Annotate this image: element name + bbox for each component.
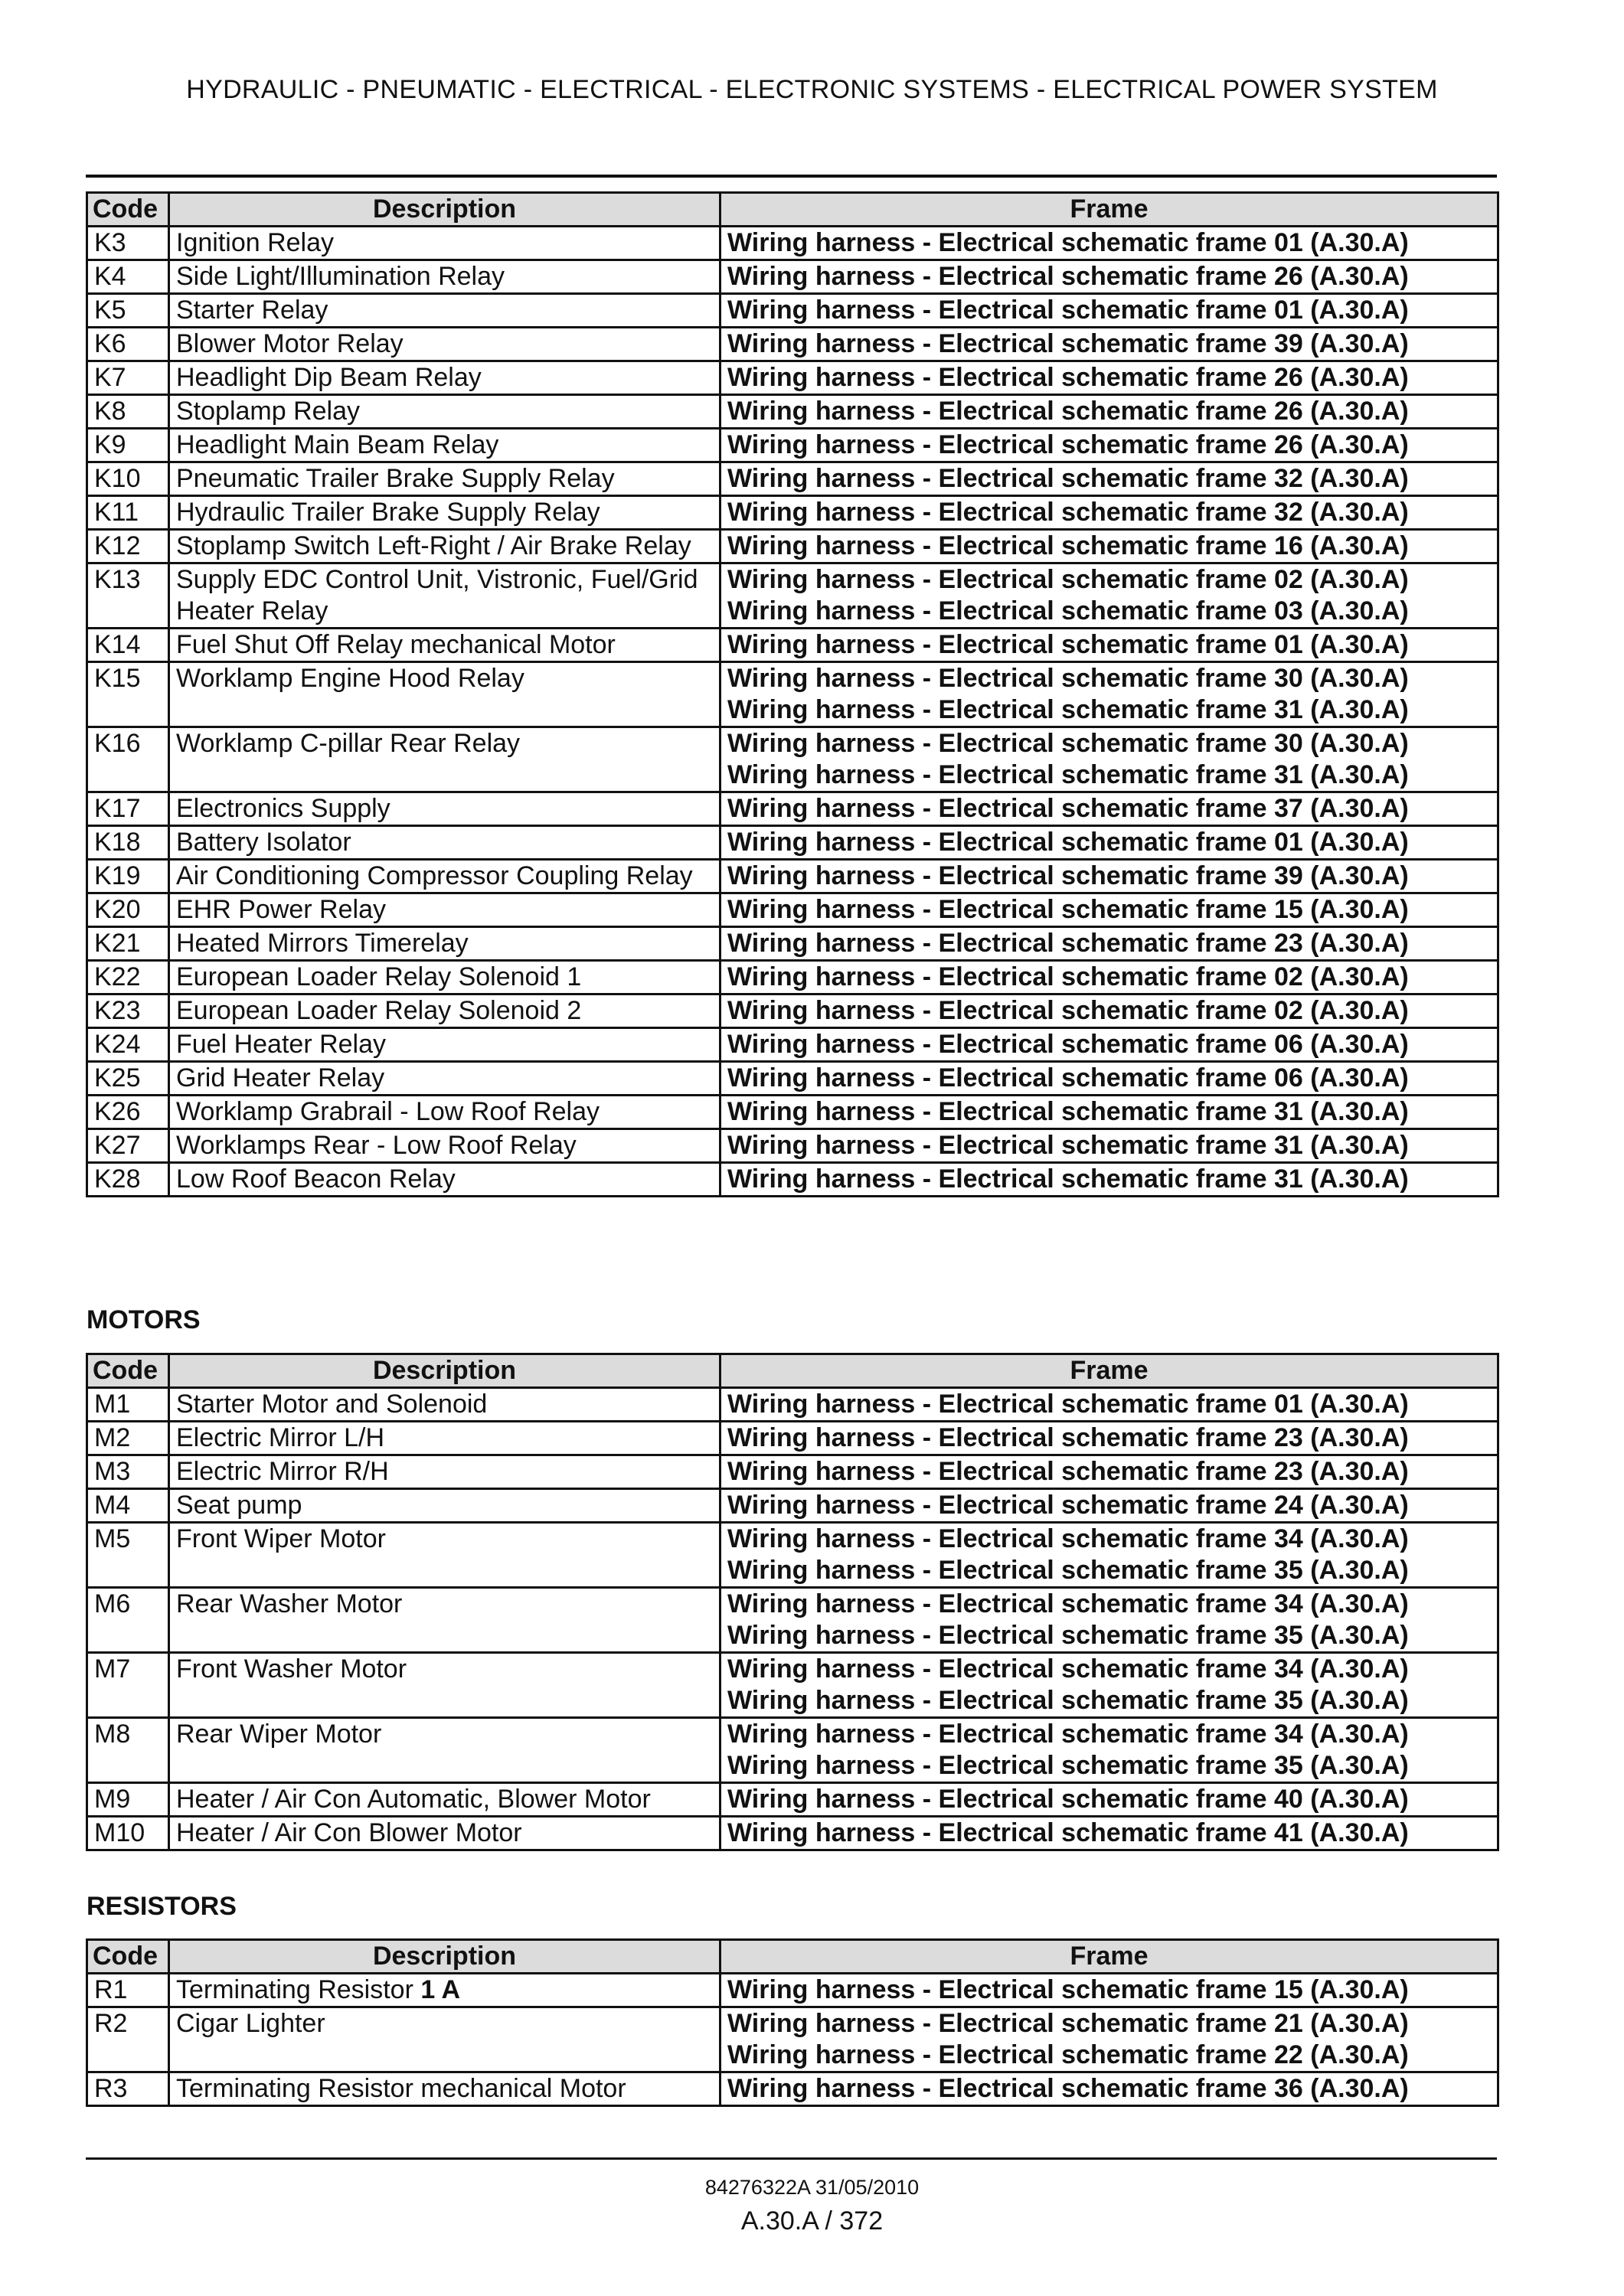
frame-column-header: Frame — [721, 1354, 1498, 1388]
code-cell: K5 — [87, 294, 169, 328]
description-cell — [169, 1455, 721, 1489]
table-row — [87, 961, 1498, 994]
frame-cell — [721, 260, 1498, 294]
description-text: Electric Mirror R/H — [176, 1457, 389, 1486]
table-row — [87, 727, 1498, 792]
frame-reference: Wiring harness - Electrical schematic frame 31 (A.30.A) — [727, 1164, 1409, 1194]
table-row — [87, 927, 1498, 961]
description-cell — [169, 1588, 721, 1653]
table-row — [87, 1028, 1498, 1062]
description-cell — [169, 227, 721, 260]
code-cell: M2 — [87, 1422, 169, 1455]
table-row — [87, 294, 1498, 328]
frame-cell — [721, 462, 1498, 496]
code-cell: M4 — [87, 1489, 169, 1523]
frame-reference: Wiring harness - Electrical schematic frame 02 (A.30.A) — [727, 962, 1409, 991]
code-cell: K7 — [87, 361, 169, 395]
description-cell — [169, 792, 721, 826]
description-cell — [169, 629, 721, 662]
frame-cell — [721, 294, 1498, 328]
frame-cell — [721, 227, 1498, 260]
description-cell — [169, 893, 721, 927]
table-row — [87, 1817, 1498, 1850]
table-row — [87, 395, 1498, 429]
frame-reference: Wiring harness - Electrical schematic frame 01 (A.30.A) — [727, 228, 1409, 257]
code-cell: K16 — [87, 727, 169, 792]
table-row — [87, 1974, 1498, 2007]
description-text: Ignition Relay — [176, 228, 335, 257]
code-column-header: Code — [87, 193, 169, 227]
code-cell: M6 — [87, 1588, 169, 1653]
description-cell — [169, 2072, 721, 2106]
table-row — [87, 1455, 1498, 1489]
description-cell — [169, 927, 721, 961]
frame-cell — [721, 1422, 1498, 1455]
description-cell — [169, 826, 721, 860]
description-text: Starter Motor and Solenoid — [176, 1390, 488, 1419]
code-column-header: Code — [87, 1354, 169, 1388]
code-column-header: Code — [87, 1940, 169, 1974]
table-row — [87, 860, 1498, 893]
description-cell — [169, 563, 721, 629]
description-text: Fuel Heater Relay — [176, 1030, 387, 1059]
code-cell: K28 — [87, 1163, 169, 1197]
table-header-row — [87, 193, 1498, 227]
description-text: Grid Heater Relay — [176, 1063, 385, 1092]
table-row — [87, 2072, 1498, 2106]
frame-reference: Wiring harness - Electrical schematic frame 21 (A.30.A) — [727, 2009, 1409, 2038]
description-text: Starter Relay — [176, 296, 328, 325]
code-cell: M10 — [87, 1817, 169, 1850]
table-row — [87, 462, 1498, 496]
frame-reference: Wiring harness - Electrical schematic frame 01 (A.30.A) — [727, 630, 1409, 659]
code-cell: K14 — [87, 629, 169, 662]
code-cell: K26 — [87, 1096, 169, 1129]
frame-reference: Wiring harness - Electrical schematic frame 31 (A.30.A) — [727, 760, 1409, 789]
description-text: Terminating Resistor mechanical Motor — [176, 2074, 626, 2103]
document-id: 84276322A 31/05/2010 — [704, 2176, 920, 2199]
code-cell: K27 — [87, 1129, 169, 1163]
code-cell: K25 — [87, 1062, 169, 1096]
table-row — [87, 1718, 1498, 1783]
frame-cell — [721, 429, 1498, 462]
frame-cell — [721, 994, 1498, 1028]
frame-reference: Wiring harness - Electrical schematic frame 16 (A.30.A) — [727, 531, 1409, 560]
frame-cell — [721, 1096, 1498, 1129]
frame-reference: Wiring harness - Electrical schematic frame 34 (A.30.A) — [727, 1654, 1409, 1684]
frame-reference: Wiring harness - Electrical schematic frame 15 (A.30.A) — [727, 1975, 1409, 2004]
table-row — [87, 893, 1498, 927]
description-cell — [169, 395, 721, 429]
description-cell — [169, 260, 721, 294]
frame-reference: Wiring harness - Electrical schematic frame 26 (A.30.A) — [727, 363, 1409, 392]
description-cell — [169, 1129, 721, 1163]
description-cell — [169, 2007, 721, 2072]
description-cell — [169, 961, 721, 994]
frame-reference: Wiring harness - Electrical schematic frame 34 (A.30.A) — [727, 1524, 1409, 1553]
frame-reference: Wiring harness - Electrical schematic frame 26 (A.30.A) — [727, 397, 1409, 426]
code-cell: K17 — [87, 792, 169, 826]
frame-reference: Wiring harness - Electrical schematic frame 30 (A.30.A) — [727, 729, 1409, 758]
frame-cell — [721, 1163, 1498, 1197]
frame-reference: Wiring harness - Electrical schematic frame 30 (A.30.A) — [727, 664, 1409, 693]
description-text: Rear Washer Motor — [176, 1589, 403, 1618]
resistors-section-title: RESISTORS — [87, 1892, 237, 1921]
table-row — [87, 1163, 1498, 1197]
frame-cell — [721, 563, 1498, 629]
table-row — [87, 563, 1498, 629]
code-cell: K6 — [87, 328, 169, 361]
table-row — [87, 1422, 1498, 1455]
frame-reference: Wiring harness - Electrical schematic frame 41 (A.30.A) — [727, 1818, 1409, 1847]
frame-cell — [721, 1974, 1498, 2007]
frame-cell — [721, 2072, 1498, 2106]
table-row — [87, 361, 1498, 395]
frame-cell — [721, 826, 1498, 860]
description-cell — [169, 1388, 721, 1422]
description-text: Headlight Main Beam Relay — [176, 430, 499, 459]
table-row — [87, 2007, 1498, 2072]
description-text: Electronics Supply — [176, 794, 390, 823]
code-cell: K8 — [87, 395, 169, 429]
frame-column-header: Frame — [721, 1940, 1498, 1974]
description-text: Terminating Resistor — [176, 1975, 421, 2004]
description-text: Rear Wiper Motor — [176, 1720, 382, 1749]
frame-column-header: Frame — [721, 193, 1498, 227]
description-text: Side Light/Illumination Relay — [176, 262, 505, 291]
frame-cell — [721, 1588, 1498, 1653]
table-row — [87, 260, 1498, 294]
code-cell: R3 — [87, 2072, 169, 2106]
frame-cell — [721, 361, 1498, 395]
table-row — [87, 227, 1498, 260]
description-cell — [169, 361, 721, 395]
description-cell — [169, 662, 721, 727]
code-cell: K10 — [87, 462, 169, 496]
frame-reference: Wiring harness - Electrical schematic frame 39 (A.30.A) — [727, 861, 1409, 890]
description-text: Air Conditioning Compressor Coupling Relay — [176, 861, 693, 890]
frame-cell — [721, 792, 1498, 826]
table-row — [87, 1388, 1498, 1422]
frame-reference: Wiring harness - Electrical schematic frame 03 (A.30.A) — [727, 596, 1409, 625]
frame-reference: Wiring harness - Electrical schematic frame 35 (A.30.A) — [727, 1556, 1409, 1585]
description-text: Front Wiper Motor — [176, 1524, 386, 1553]
description-cell — [169, 429, 721, 462]
code-cell: M9 — [87, 1783, 169, 1817]
frame-reference: Wiring harness - Electrical schematic frame 02 (A.30.A) — [727, 565, 1409, 594]
frame-reference: Wiring harness - Electrical schematic frame 02 (A.30.A) — [727, 996, 1409, 1025]
header-rule — [86, 175, 1497, 178]
description-text: European Loader Relay Solenoid 2 — [176, 996, 582, 1025]
code-cell: K11 — [87, 496, 169, 530]
frame-reference: Wiring harness - Electrical schematic frame 32 (A.30.A) — [727, 498, 1409, 527]
code-cell: M7 — [87, 1653, 169, 1718]
description-text: Blower Motor Relay — [176, 329, 404, 358]
resistors-table — [86, 1938, 1499, 2107]
code-cell: M5 — [87, 1523, 169, 1588]
page-header: HYDRAULIC - PNEUMATIC - ELECTRICAL - ELECTRONIC SYSTEMS - ELECTRICAL POWER SYSTEM — [186, 75, 1438, 104]
code-cell: K3 — [87, 227, 169, 260]
frame-reference: Wiring harness - Electrical schematic frame 35 (A.30.A) — [727, 1751, 1409, 1780]
description-cell — [169, 1783, 721, 1817]
description-text: Heated Mirrors Timerelay — [176, 929, 469, 958]
code-cell: M3 — [87, 1455, 169, 1489]
frame-cell — [721, 1129, 1498, 1163]
frame-cell — [721, 1653, 1498, 1718]
frame-reference: Wiring harness - Electrical schematic frame 26 (A.30.A) — [727, 430, 1409, 459]
description-text: European Loader Relay Solenoid 1 — [176, 962, 582, 991]
description-cell — [169, 860, 721, 893]
description-text: Heater / Air Con Blower Motor — [176, 1818, 522, 1847]
code-cell: K15 — [87, 662, 169, 727]
description-cell — [169, 1974, 721, 2007]
frame-reference: Wiring harness - Electrical schematic frame 35 (A.30.A) — [727, 1621, 1409, 1650]
code-cell: M1 — [87, 1388, 169, 1422]
frame-reference: Wiring harness - Electrical schematic frame 22 (A.30.A) — [727, 2040, 1409, 2069]
frame-reference: Wiring harness - Electrical schematic frame 24 (A.30.A) — [727, 1491, 1409, 1520]
description-text: EHR Power Relay — [176, 895, 386, 924]
frame-cell — [721, 1783, 1498, 1817]
frame-reference: Wiring harness - Electrical schematic frame 37 (A.30.A) — [727, 794, 1409, 823]
frame-cell — [721, 1523, 1498, 1588]
frame-cell — [721, 328, 1498, 361]
frame-reference: Wiring harness - Electrical schematic frame 26 (A.30.A) — [727, 262, 1409, 291]
description-cell — [169, 1653, 721, 1718]
description-text: Headlight Dip Beam Relay — [176, 363, 482, 392]
frame-reference: Wiring harness - Electrical schematic frame 36 (A.30.A) — [727, 2074, 1409, 2103]
description-text: Stoplamp Relay — [176, 397, 361, 426]
description-text: Hydraulic Trailer Brake Supply Relay — [176, 498, 600, 527]
description-cell — [169, 1163, 721, 1197]
frame-cell — [721, 1455, 1498, 1489]
table-row — [87, 1523, 1498, 1588]
table-row — [87, 826, 1498, 860]
table-row — [87, 1096, 1498, 1129]
motors-section-title: MOTORS — [87, 1305, 201, 1334]
table-header-row — [87, 1940, 1498, 1974]
frame-reference: Wiring harness - Electrical schematic frame 32 (A.30.A) — [727, 464, 1409, 493]
frame-cell — [721, 927, 1498, 961]
frame-reference: Wiring harness - Electrical schematic frame 34 (A.30.A) — [727, 1720, 1409, 1749]
table-row — [87, 429, 1498, 462]
table-row — [87, 994, 1498, 1028]
code-cell: K21 — [87, 927, 169, 961]
description-cell — [169, 994, 721, 1028]
description-bold-text: 1 A — [420, 1975, 460, 2004]
frame-reference: Wiring harness - Electrical schematic frame 23 (A.30.A) — [727, 1423, 1409, 1452]
description-text: Pneumatic Trailer Brake Supply Relay — [176, 464, 615, 493]
description-column-header: Description — [169, 1354, 721, 1388]
table-header-row — [87, 1354, 1498, 1388]
description-text: Low Roof Beacon Relay — [176, 1164, 456, 1194]
table-row — [87, 1489, 1498, 1523]
frame-reference: Wiring harness - Electrical schematic frame 31 (A.30.A) — [727, 695, 1409, 724]
code-cell: K13 — [87, 563, 169, 629]
frame-reference: Wiring harness - Electrical schematic frame 06 (A.30.A) — [727, 1063, 1409, 1092]
description-cell — [169, 328, 721, 361]
code-cell: K9 — [87, 429, 169, 462]
frame-cell — [721, 1718, 1498, 1783]
frame-reference: Wiring harness - Electrical schematic frame 23 (A.30.A) — [727, 929, 1409, 958]
frame-cell — [721, 1489, 1498, 1523]
description-text: Electric Mirror L/H — [176, 1423, 385, 1452]
description-cell — [169, 1096, 721, 1129]
frame-cell — [721, 727, 1498, 792]
frame-cell — [721, 2007, 1498, 2072]
frame-reference: Wiring harness - Electrical schematic frame 06 (A.30.A) — [727, 1030, 1409, 1059]
description-cell — [169, 1489, 721, 1523]
frame-cell — [721, 662, 1498, 727]
description-text: Cigar Lighter — [176, 2009, 325, 2038]
table-row — [87, 1588, 1498, 1653]
code-cell: K20 — [87, 893, 169, 927]
frame-cell — [721, 1028, 1498, 1062]
frame-cell — [721, 530, 1498, 563]
frame-reference: Wiring harness - Electrical schematic frame 35 (A.30.A) — [727, 1686, 1409, 1715]
description-cell — [169, 1062, 721, 1096]
table-row — [87, 629, 1498, 662]
frame-reference: Wiring harness - Electrical schematic frame 31 (A.30.A) — [727, 1131, 1409, 1160]
code-cell: K22 — [87, 961, 169, 994]
description-text: Worklamps Rear - Low Roof Relay — [176, 1131, 577, 1160]
code-cell: M8 — [87, 1718, 169, 1783]
relays-table — [86, 191, 1499, 1197]
frame-cell — [721, 1388, 1498, 1422]
code-cell: K23 — [87, 994, 169, 1028]
description-cell — [169, 530, 721, 563]
description-text: Supply EDC Control Unit, Vistronic, Fuel/Grid Heater Relay — [176, 565, 705, 625]
description-cell — [169, 1817, 721, 1850]
description-text: Worklamp C-pillar Rear Relay — [176, 729, 521, 758]
description-text: Battery Isolator — [176, 828, 351, 857]
page-number: A.30.A / 372 — [740, 2206, 884, 2236]
description-cell — [169, 1028, 721, 1062]
table-row — [87, 1062, 1498, 1096]
description-text: Stoplamp Switch Left-Right / Air Brake Relay — [176, 531, 691, 560]
frame-cell — [721, 1062, 1498, 1096]
frame-reference: Wiring harness - Electrical schematic frame 15 (A.30.A) — [727, 895, 1409, 924]
frame-cell — [721, 395, 1498, 429]
table-row — [87, 1129, 1498, 1163]
description-text: Front Washer Motor — [176, 1654, 407, 1684]
description-cell — [169, 294, 721, 328]
code-cell: R2 — [87, 2007, 169, 2072]
frame-reference: Wiring harness - Electrical schematic frame 01 (A.30.A) — [727, 828, 1409, 857]
frame-cell — [721, 629, 1498, 662]
description-column-header: Description — [169, 1940, 721, 1974]
frame-reference: Wiring harness - Electrical schematic frame 34 (A.30.A) — [727, 1589, 1409, 1618]
motors-table — [86, 1353, 1499, 1851]
frame-reference: Wiring harness - Electrical schematic frame 31 (A.30.A) — [727, 1097, 1409, 1126]
table-row — [87, 1653, 1498, 1718]
frame-cell — [721, 961, 1498, 994]
description-cell — [169, 496, 721, 530]
description-text: Fuel Shut Off Relay mechanical Motor — [176, 630, 616, 659]
frame-cell — [721, 860, 1498, 893]
table-row — [87, 530, 1498, 563]
description-cell — [169, 1422, 721, 1455]
table-row — [87, 1783, 1498, 1817]
code-cell: K4 — [87, 260, 169, 294]
frame-reference: Wiring harness - Electrical schematic frame 01 (A.30.A) — [727, 296, 1409, 325]
description-cell — [169, 1718, 721, 1783]
code-cell: K19 — [87, 860, 169, 893]
frame-reference: Wiring harness - Electrical schematic frame 40 (A.30.A) — [727, 1785, 1409, 1814]
table-row — [87, 662, 1498, 727]
description-column-header: Description — [169, 193, 721, 227]
description-cell — [169, 462, 721, 496]
frame-cell — [721, 1817, 1498, 1850]
table-row — [87, 496, 1498, 530]
code-cell: K12 — [87, 530, 169, 563]
description-text: Worklamp Engine Hood Relay — [176, 664, 524, 693]
description-text: Seat pump — [176, 1491, 302, 1520]
frame-reference: Wiring harness - Electrical schematic frame 23 (A.30.A) — [727, 1457, 1409, 1486]
footer-rule — [86, 2157, 1497, 2160]
frame-cell — [721, 893, 1498, 927]
code-cell: K24 — [87, 1028, 169, 1062]
table-row — [87, 792, 1498, 826]
description-text: Heater / Air Con Automatic, Blower Motor — [176, 1785, 651, 1814]
code-cell: K18 — [87, 826, 169, 860]
frame-reference: Wiring harness - Electrical schematic frame 39 (A.30.A) — [727, 329, 1409, 358]
description-cell — [169, 1523, 721, 1588]
frame-reference: Wiring harness - Electrical schematic frame 01 (A.30.A) — [727, 1390, 1409, 1419]
frame-cell — [721, 496, 1498, 530]
table-row — [87, 328, 1498, 361]
description-cell — [169, 727, 721, 792]
code-cell: R1 — [87, 1974, 169, 2007]
description-text: Worklamp Grabrail - Low Roof Relay — [176, 1097, 600, 1126]
